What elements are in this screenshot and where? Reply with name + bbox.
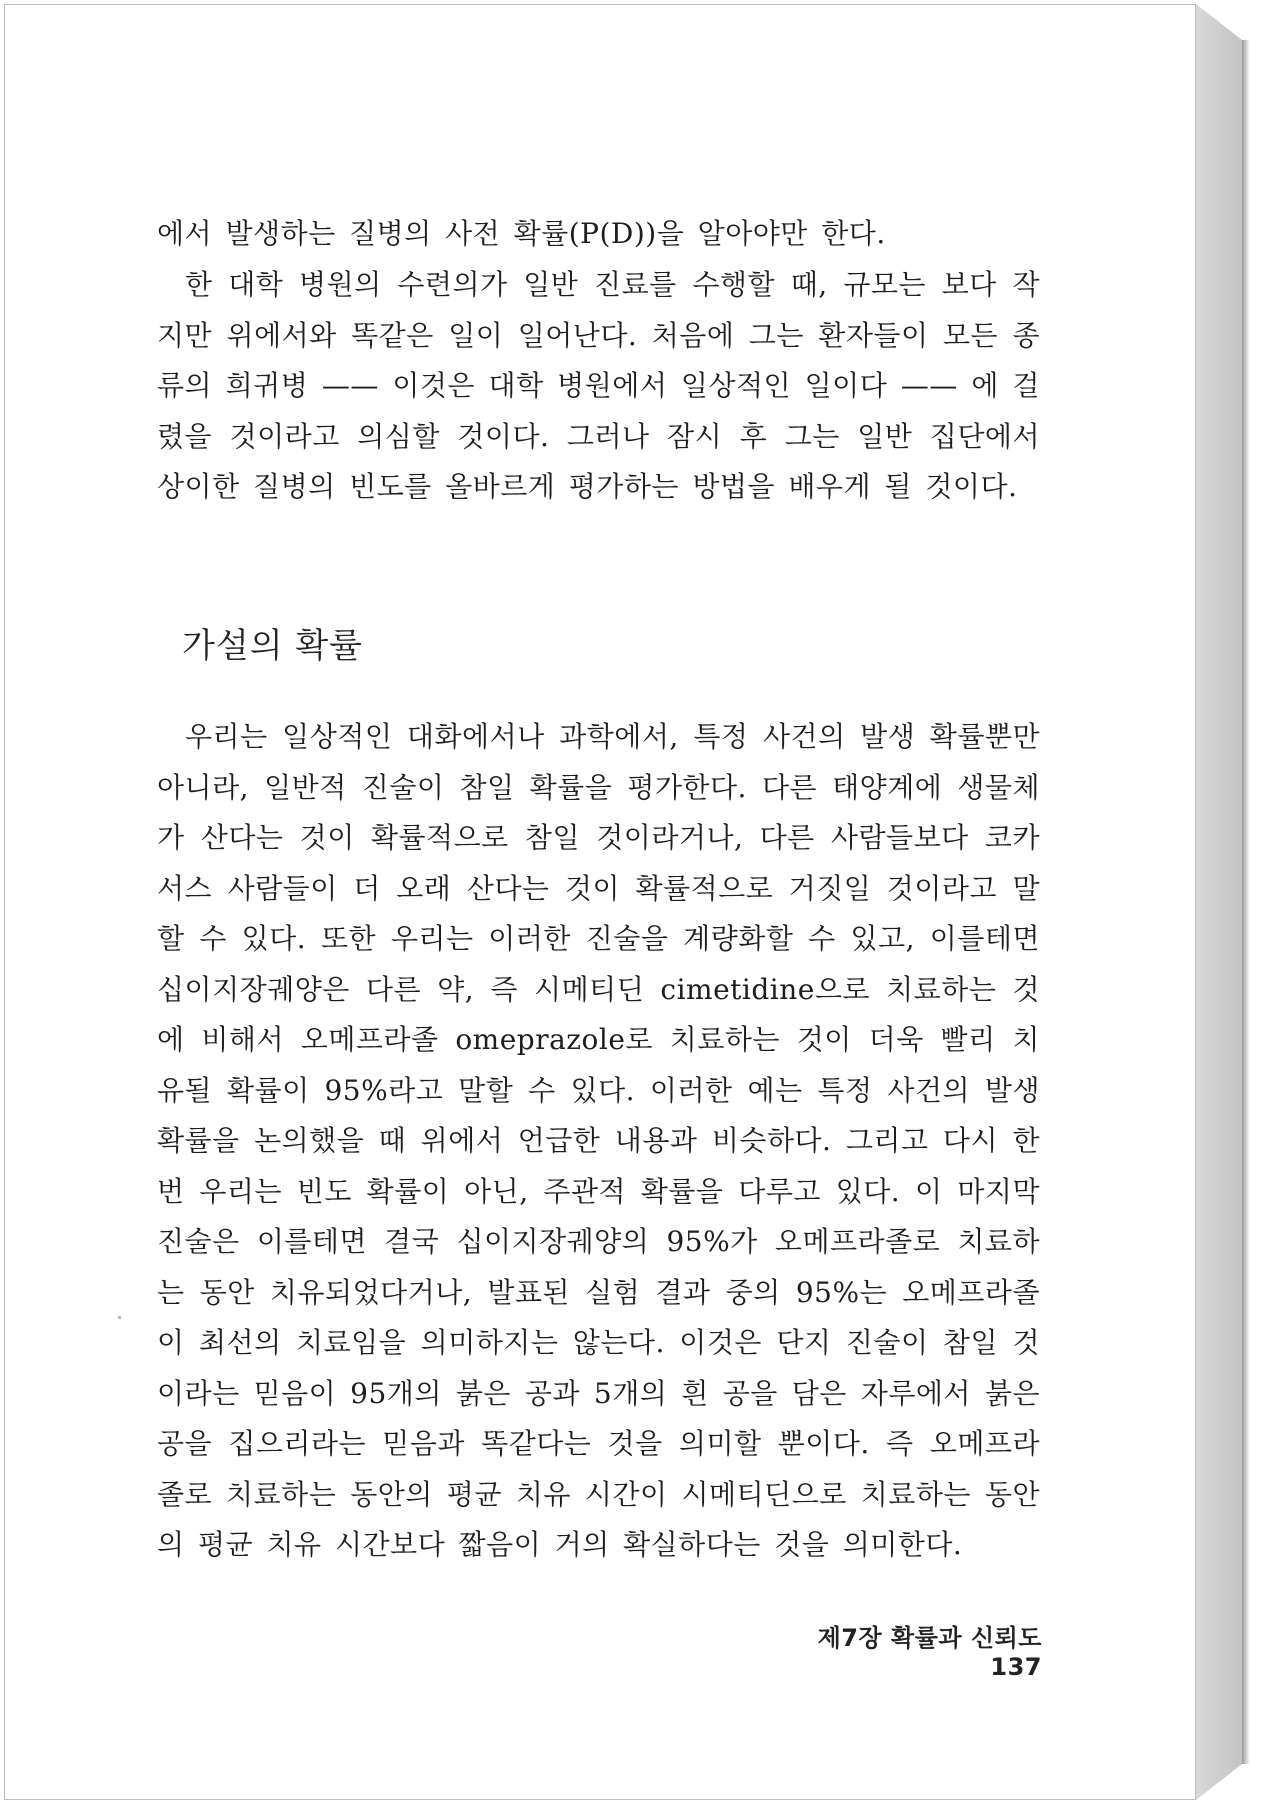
page-edge-shadow (1242, 40, 1250, 1764)
running-footer: 제7장 확률과 신뢰도 137 (817, 1624, 1042, 1681)
paragraph-hypothesis-probability: 우리는 일상적인 대화에서나 과학에서, 특정 사건의 발생 확률뿐만 아니라, 일반적 진술이 참일 확률을 평가한다. 다른 태양계에 생물체가 산다는 것이 확률적으로 참일 것이라거나, 다른 사람들보다 코카서스 사람들이 더 오래 산다는 것이 확률적으로 거짓일 것이라고 말할 수 있다. 또한 우리는 이러한 진술을 계량화할 수 있고, 이를테면 십이지장궤양은 다른 약, 즉 시메티딘 cimetidine으로 치료하는 것에 비해서 오메프라졸 omeprazole로 치료하는 것이 더욱 빨리 치유될 확률이 95%라고 말할 수 있다. 이러한 예는 특정 사건의 발생 확률을 논의했을 때 위에서 언급한 내용과 비슷하다. 그리고 다시 한번 우리는 빈도 확률이 아닌, 주관적 확률을 다루고 있다. 이 마지막 진술은 이를테면 결국 십이지장궤양의 95%가 오메프라졸로 치료하는 동안 치유되었다거나, 발표된 실험 결과 중의 95%는 오메프라졸이 최선의 치료임을 의미하지는 않는다. 이것은 단지 진술이 참일 것이라는 믿음이 95개의 붉은 공과 5개의 흰 공을 담은 자루에서 붉은 공을 집으리라는 믿음과 똑같다는 것을 의미할 뿐이다. 즉 오메프라졸로 치료하는 동안의 평균 치유 시간이 시메티딘으로 치료하는 동안의 평균 치유 시간보다 짧음이 거의 확실하다는 것을 의미한다. (157, 720, 1040, 1561)
section-heading: 가설의 확률 (182, 626, 364, 666)
paragraph-resident-example: 한 대학 병원의 수련의가 일반 진료를 수행할 때, 규모는 보다 작지만 위에서와 똑같은 일이 일어난다. 처음에 그는 환자들이 모든 종류의 희귀병 —— 이것은 대학 병원에서 일상적인 일이다 —— 에 걸렸을 것이라고 의심할 것이다. 그러나 잠시 후 그는 일반 집단에서 상이한 질병의 빈도를 올바르게 평가하는 방법을 배우게 될 것이다. (157, 268, 1040, 503)
margin-mark (118, 1316, 121, 1319)
page-stack-edge (1196, 4, 1242, 1800)
paragraph-continuation: 에서 발생하는 질병의 사전 확률(P(D))을 알아야만 한다. (157, 217, 886, 250)
